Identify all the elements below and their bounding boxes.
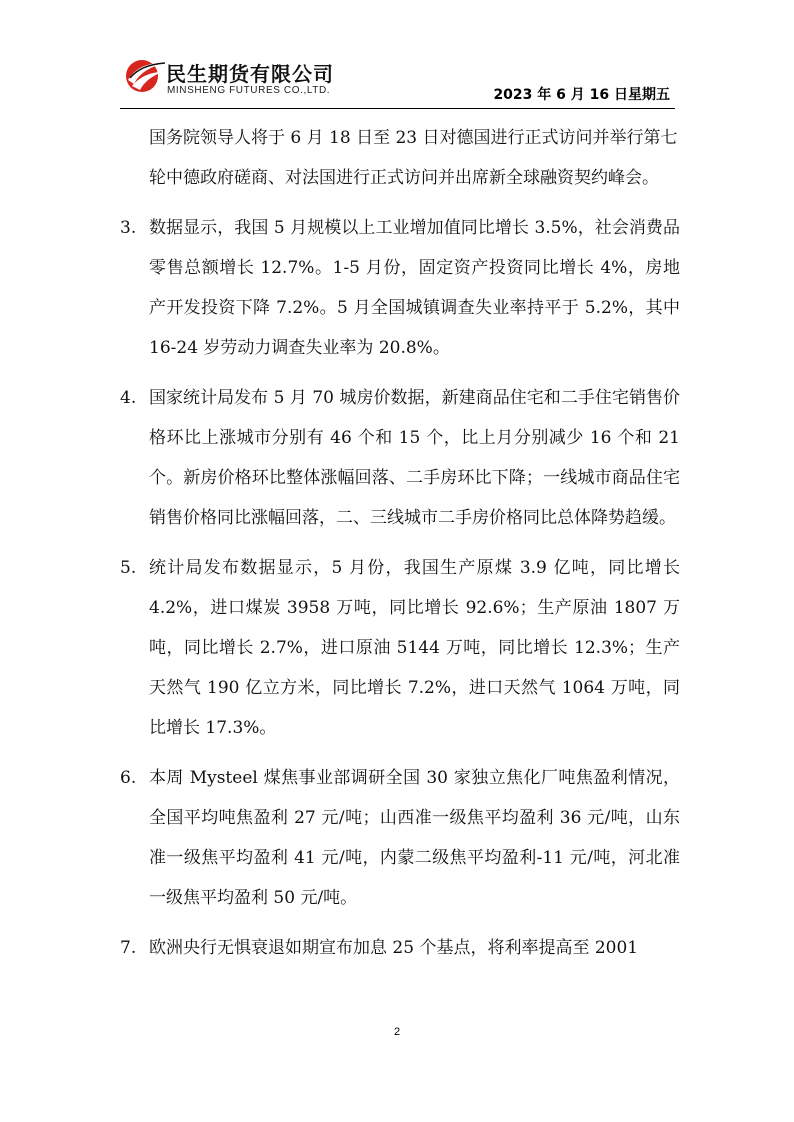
company-name-en: MINSHENG FUTURES CO.,LTD. — [167, 85, 331, 96]
continuation-paragraph: 国务院领导人将于 6 月 18 日至 23 日对德国进行正式访问并举行第七轮中德政府磋商、对法国进行正式访问并出席新全球融资契约峰会。 — [149, 128, 678, 188]
list-item — [120, 758, 680, 918]
company-logo — [122, 54, 362, 102]
list-item — [120, 928, 680, 968]
list-item-number: 4. — [120, 388, 137, 408]
list-item-text: 统计局发布数据显示，5 月份，我国生产原煤 3.9 亿吨，同比增长 4.2%，进口煤炭 3958 万吨，同比增长 92.6%；生产原油 1807 万吨，同比增长 2.7%，进口原油 5144 万吨，同比增长 12.3%；生产天然气 190 亿立方米，同比增长 7.2%，进口天然气 1064 万吨，同比增长 17.3%。 — [149, 558, 680, 738]
list-item-number: 5. — [120, 558, 137, 578]
page-number: 2 — [393, 1026, 401, 1038]
list-item-text: 国家统计局发布 5 月 70 城房价数据，新建商品住宅和二手住宅销售价格环比上涨城市分别有 46 个和 15 个，比上月分别减少 16 个和 21 个。新房价格环比整体涨幅回落、二手房环比下降；一线城市商品住宅销售价格同比涨幅回落，二、三线城市二手房价格同比总体降势趋缓。 — [149, 388, 680, 528]
header-divider — [120, 108, 675, 109]
list-item — [120, 208, 680, 368]
report-body — [120, 118, 680, 978]
list-item-text: 本周 Mysteel 煤焦事业部调研全国 30 家独立焦化厂吨焦盈利情况，全国平均吨焦盈利 27 元/吨；山西准一级焦平均盈利 36 元/吨，山东准一级焦平均盈利 41 元/吨，内蒙二级焦平均盈利-11 元/吨，河北准一级焦平均盈利 50 元/吨。 — [149, 768, 680, 908]
list-item-number: 3. — [120, 218, 137, 238]
report-date: 2023 年 6 月 16 日星期五 — [493, 87, 670, 103]
list-item-text: 数据显示，我国 5 月规模以上工业增加值同比增长 3.5%，社会消费品零售总额增长 12.7%。1-5 月份，固定资产投资同比增长 4%，房地产开发投资下降 7.2%。5 月全国城镇调查失业率持平于 5.2%，其中 16-24 岁劳动力调查失业率为 20.8%。 — [149, 218, 680, 358]
page-header — [0, 0, 794, 112]
list-item — [120, 378, 680, 538]
list-item-number: 6. — [120, 768, 137, 788]
company-name-cn: 民生期货有限公司 — [166, 62, 334, 86]
list-item-number: 7. — [120, 938, 137, 958]
company-logo-icon — [122, 54, 166, 98]
list-item-text: 欧洲央行无惧衰退如期宣布加息 25 个基点，将利率提高至 2001 — [149, 938, 639, 958]
list-item — [120, 548, 680, 748]
